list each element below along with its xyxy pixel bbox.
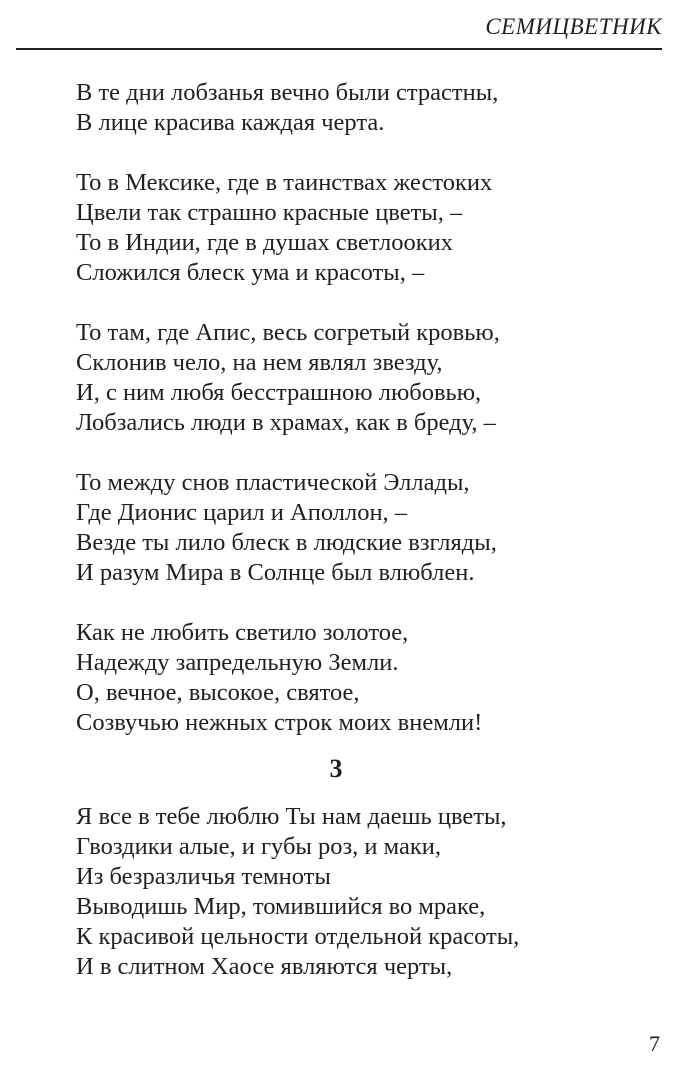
verse-line: То в Индии, где в душах светлооких	[76, 229, 454, 256]
verse-line: Выводишь Мир, томившийся во мраке,	[76, 893, 486, 920]
verse-line: То между снов пластической Эллады,	[76, 469, 470, 496]
verse-line: К красивой цельности отдельной красоты,	[76, 923, 520, 950]
stanza-4	[76, 468, 636, 588]
verse-line: То там, где Апис, весь согретый кровью,	[76, 319, 500, 346]
verse-line: Я все в тебе люблю Ты нам даешь цветы,	[76, 803, 507, 830]
verse-line: Как не любить светило золотое,	[76, 619, 409, 646]
running-head: СЕМИЦВЕТНИК	[485, 14, 662, 39]
page-number: 7	[649, 1031, 660, 1056]
verse-line: Везде ты лило блеск в людские взгляды,	[76, 529, 497, 556]
section-number: 3	[329, 754, 343, 783]
verse-line: Где Дионис царил и Аполлон, –	[76, 499, 408, 526]
header-rule	[16, 48, 662, 50]
verse-line: Склонив чело, на нем являл звезду,	[76, 349, 443, 376]
verse-line: И, с ним любя бесстрашною любовью,	[76, 379, 482, 406]
stanza-1	[76, 78, 636, 138]
verse-line: Из безразличья темноты	[76, 863, 331, 890]
verse-line: И в слитном Хаосе являются черты,	[76, 953, 453, 980]
stanza-5	[76, 618, 636, 738]
verse-line: Цвели так страшно красные цветы, –	[76, 199, 463, 226]
poem-text	[76, 78, 636, 982]
verse-line: Надежду запредельную Земли.	[76, 649, 399, 676]
verse-line: В те дни лобзанья вечно были страстны,	[76, 79, 499, 106]
verse-line: Лобзались люди в храмах, как в бреду, –	[76, 409, 496, 436]
verse-line: В лице красива каждая черта.	[76, 109, 385, 136]
stanza-section-3	[76, 802, 636, 982]
verse-line: То в Мексике, где в таинствах жестоких	[76, 169, 493, 196]
verse-line: И разум Мира в Солнце был влюблен.	[76, 559, 475, 586]
verse-line: Гвоздики алые, и губы роз, и маки,	[76, 833, 442, 860]
verse-line: О, вечное, высокое, святое,	[76, 679, 360, 706]
verse-line: Сложился блеск ума и красоты, –	[76, 259, 425, 286]
verse-line: Созвучью нежных строк моих внемли!	[76, 709, 483, 736]
stanza-3	[76, 318, 636, 438]
stanza-2	[76, 168, 636, 288]
